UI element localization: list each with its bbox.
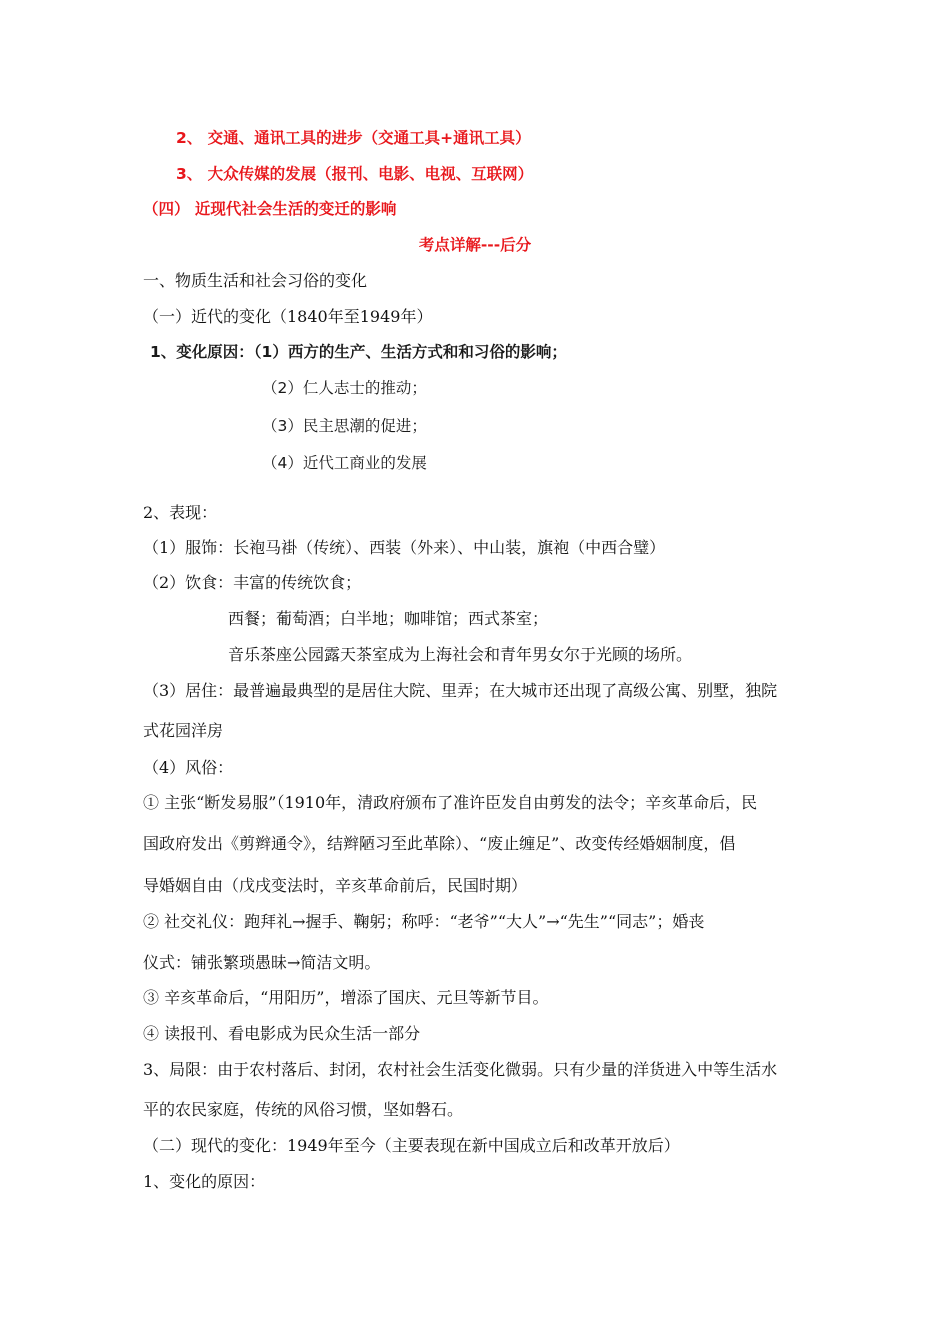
custom-1-line-2: 国政府发出《剪辫通令》，结辫陋习至此革除）、“废止缠足”、改变传经婚姻制度，倡	[143, 834, 736, 853]
custom-3-line: ③ 辛亥革命后，“用阳历”，增添了国庆、元旦等新节目。	[143, 988, 549, 1007]
custom-4-line: ④ 读报刊、看电影成为民众生活一部分	[143, 1024, 421, 1043]
custom-1-line-3: 导婚姻自由（戊戌变法时，辛亥革命前后，民国时期）	[143, 876, 528, 895]
customs-heading: （4）风俗：	[143, 758, 234, 777]
manifestations-heading: 2、表现：	[143, 503, 218, 522]
limits-line-2: 平的农民家庭，传统的风俗习惯，坚如磐石。	[143, 1100, 464, 1119]
outline-item-2: 2、 交通、通讯工具的进步（交通工具+通讯工具）	[176, 129, 531, 147]
food-line: （2）饮食：丰富的传统饮食；	[143, 573, 362, 592]
housing-line-1: （3）居住：最普遍最典型的是居住大院、里弄；在大城市还出现了高级公寓、别墅，独院	[143, 681, 778, 700]
outline-section-4: （四） 近现代社会生活的变迁的影响	[143, 200, 397, 218]
clothing-line: （1）服饰：长袍马褂（传统）、西装（外来）、中山装，旗袍（中西合璧）	[143, 538, 666, 557]
custom-1-line-1: ① 主张“断发易服”（1910年，清政府颁布了准许臣发自由剪发的法令；辛亥革命后，民	[143, 793, 758, 812]
cause-3: （3）民主思潮的促进；	[262, 417, 427, 435]
housing-line-2: 式花园洋房	[143, 721, 224, 740]
cause-2: （2）仁人志士的推动；	[262, 379, 427, 397]
part1-heading: 一、物质生活和社会习俗的变化	[143, 271, 368, 290]
contemporary-causes-heading: 1、变化的原因：	[143, 1172, 266, 1191]
custom-2-line-2: 仪式：铺张繁琐愚昧→简洁文明。	[143, 953, 381, 972]
food-music-line: 音乐茶座公园露天茶室成为上海社会和青年男女尔于光顾的场所。	[228, 645, 693, 664]
food-western-line: 西餐；葡萄酒；白半地；咖啡馆；西式茶室；	[228, 609, 549, 628]
cause-4: （4）近代工商业的发展	[262, 454, 427, 472]
section-title: 考点详解---后分	[418, 236, 532, 254]
limits-line-1: 3、局限：由于农村落后、封闭，农村社会生活变化微弱。只有少量的洋货进入中等生活水	[143, 1060, 778, 1079]
custom-2-line-1: ② 社交礼仪：跑拜礼→握手、鞠躬；称呼：“老爷”“大人”→“先生”“同志”；婚丧	[143, 912, 705, 931]
causes-label: 1、变化原因：（1）西方的生产、生活方式和和习俗的影响；	[150, 343, 567, 361]
modern-period-heading: （一）近代的变化（1840年至1949年）	[143, 307, 433, 326]
outline-item-3: 3、 大众传媒的发展（报刊、电影、电视、互联网）	[176, 165, 534, 183]
contemporary-heading: （二）现代的变化：1949年至今（主要表现在新中国成立后和改革开放后）	[143, 1136, 680, 1155]
